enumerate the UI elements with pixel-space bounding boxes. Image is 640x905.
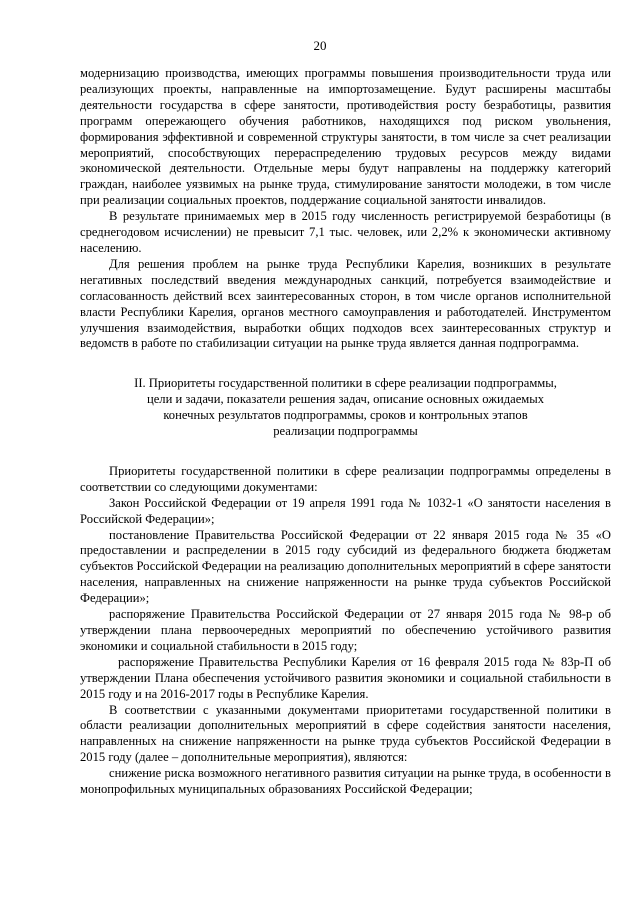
- paragraph-order-98r: распоряжение Правительства Российской Федерации от 27 января 2015 года № 98-р об утверждении плана первоочередных мероприятий по обеспечению устойчивого развития экономики и социальной стабильности в 2015 году;: [80, 607, 611, 653]
- paragraph-unemployment-forecast: В результате принимаемых мер в 2015 году численность регистрируемой безработицы (в среднегодовом исчислении) не превысит 7,1 тыс. человек, или 2,2% к экономически активному населению.: [80, 209, 611, 255]
- paragraph-priorities-intro: Приоритеты государственной политики в сфере реализации подпрограммы определены в соответствии со следующими документами:: [80, 463, 611, 494]
- paragraph-priorities-list-intro: В соответствии с указанными документами приоритетами государственной политики в области реализации дополнительных мероприятий в сфере содействия занятости населения, направленных на снижение напряженности на рынке труда субъектов Российской Федерации в 2015 году (далее – дополнительные мероприятия), являются:: [80, 702, 611, 765]
- paragraph-law-employment: Закон Российской Федерации от 19 апреля 1991 года № 1032-1 «О занятости населения в Российской Федерации»;: [80, 495, 611, 526]
- paragraph-government-resolution-35: постановление Правительства Российской Федерации от 22 января 2015 года № 35 «О предоставлении и распределении в 2015 году субсидий из федерального бюджета бюджетам субъектов Российской Федерации на реализацию дополнительных мероприятий в сфере занятости населения, направленных на снижение напряженности на рынке труда субъектов Российской Федерации»;: [80, 527, 611, 606]
- paragraph-continuation: модернизацию производства, имеющих программы повышения производительности труда или реализующих проекты, направленные на импортозамещение. Будут расширены масштабы деятельности государства в сфере занятости, противодействия росту безработицы, развития программ опережающего обучения работников, находящихся под риском увольнения, формирования эффективной и современной структуры занятости, в том числе за счет реализации мероприятий, способствующих перераспределению трудовых ресурсов между видами экономической деятельности. Отдельные меры будут направлены на поддержку категорий граждан, наиболее уязвимых на рынке труда, стимулирование занятости молодежи, в том числе при реализации социальных проектов, поддержание социальной занятости инвалидов.: [80, 66, 611, 208]
- document-body: [80, 66, 611, 798]
- paragraph-labor-market-problems: Для решения проблем на рынке труда Республики Карелия, возникших в результате негативных последствий введения международных санкций, потребуется взаимодействие и согласованность действий всех заинтересованных сторон, в том числе органов исполнительной власти Республики Карелия, органов местного самоуправления и работодателей. Инструментом улучшения взаимодействия, выработки общих подходов всех заинтересованных структур и ведомств в работе по стабилизации ситуации на рынке труда является данная подпрограмма.: [80, 256, 611, 351]
- paragraph-risk-reduction: снижение риска возможного негативного развития ситуации на рынке труда, в особенности в монопрофильных муниципальных образованиях Российской Федерации;: [80, 766, 611, 797]
- section-heading-line-2: цели и задачи, показатели решения задач, описание основных ожидаемых: [146, 392, 545, 407]
- section-heading: [80, 376, 611, 440]
- section-heading-line-4: реализации подпрограммы: [273, 424, 418, 439]
- page-number: 20: [313, 38, 327, 53]
- section-heading-line-3: конечных результатов подпрограммы, сроков и контрольных этапов: [163, 408, 528, 423]
- paragraph-order-83rp: распоряжение Правительства Республики Карелия от 16 февраля 2015 года № 83р-П об утверждении Плана обеспечения устойчивого развития экономики и социальной стабильности в 2015 году и на 2016-2017 годы в Республике Карелия.: [80, 654, 611, 701]
- section-heading-line-1: II. Приоритеты государственной политики в сфере реализации подпрограммы,: [134, 376, 557, 391]
